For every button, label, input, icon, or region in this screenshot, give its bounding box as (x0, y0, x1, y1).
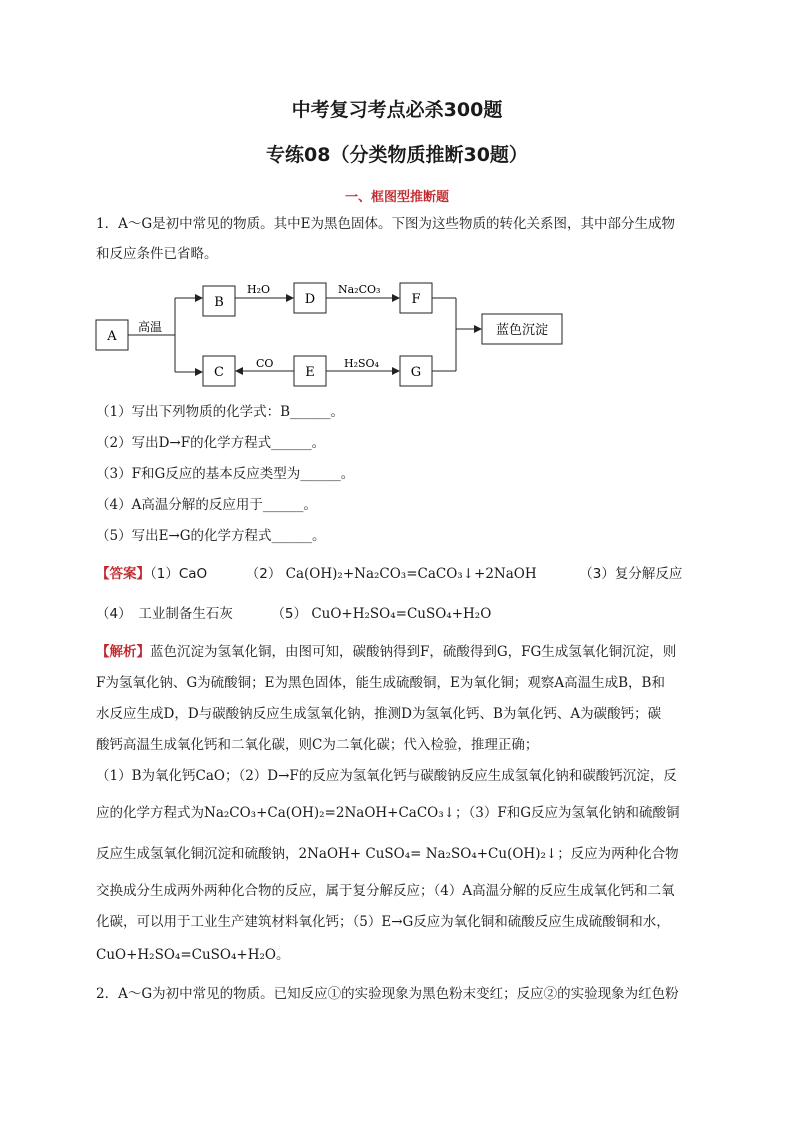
section-heading: 一、框图型推断题 (344, 190, 449, 205)
analysis-text-7b: ；反应为两种化合物 (557, 846, 679, 862)
na2co3-label: Na₂CO₃ (338, 283, 381, 296)
q1-stem-line2: 和反应条件已省略。 (96, 246, 218, 262)
answer-line1 (96, 564, 682, 584)
answer-3: （3）复分解反应 (579, 566, 683, 582)
h2o-label: H₂O (247, 283, 271, 296)
q1-stem-line1: 1．A～G是初中常见的物质。其中E为黑色固体。下图为这些物质的转化关系图，其中部分生成物 (96, 216, 675, 232)
co-label: CO (256, 357, 274, 370)
q1-sub3: （3）F和G反应的基本反应类型为______。 (96, 466, 355, 482)
analysis-line1 (96, 642, 676, 662)
page-title: 中考复习考点必杀300题 (291, 99, 503, 121)
node-a-label: A (107, 329, 117, 344)
answer-2-equation: Ca(OH)₂+Na₂CO₃=CaCO₃↓+2NaOH (285, 566, 537, 582)
q1-flow-diagram (90, 276, 580, 388)
heat-label: 高温 (138, 320, 163, 334)
analysis-line10 (96, 945, 289, 965)
node-g-label: G (410, 365, 422, 380)
analysis-equation-7: 2NaOH+ CuSO₄= Na₂SO₄+Cu(OH)₂↓ (298, 846, 558, 862)
analysis-text-6a: 应的化学方程式为 (96, 805, 204, 821)
answer-5-num: （5） (271, 606, 308, 622)
node-b-label: B (214, 295, 224, 310)
answer-line2 (96, 604, 491, 624)
q1-sub4: （4）A高温分解的反应用于______。 (96, 497, 317, 513)
q1-sub2: （2）写出D→F的化学方程式______。 (96, 435, 326, 451)
answer-4: （4） 工业制备生石灰 (96, 606, 233, 622)
analysis-line2: F为氢氧化钠、G为硫酸铜；E为黑色固体，能生成硫酸铜，E为氧化铜；观察A高温生成B，B和 (96, 675, 665, 691)
answer-5-equation: CuO+H₂SO₄=CuSO₄+H₂O (311, 606, 492, 622)
analysis-line5: （1）B为氧化钙CaO；（2）D→F的反应为氢氧化钙与碳酸钠反应生成氢氧化钠和碳酸钙沉淀，反 (96, 768, 677, 784)
q1-sub5: （5）写出E→G的化学方程式______。 (96, 528, 326, 544)
analysis-line8: 交换成分生成两外两种化合物的反应，属于复分解反应；（4）A高温分解的反应生成氧化钙和二氧 (96, 883, 675, 899)
analysis-text-7a: 反应生成氢氧化铜沉淀和硫酸钠， (96, 846, 299, 862)
q2-stem-line1: 2．A～G为初中常见的物质。已知反应①的实验现象为黑色粉末变红；反应②的实验现象为红色粉 (96, 986, 679, 1002)
analysis-equation-6: Na₂CO₃+Ca(OH)₂=2NaOH+CaCO₃↓ (204, 805, 455, 821)
h2so4-label: H₂SO₄ (344, 357, 379, 370)
node-f-label: F (411, 292, 421, 307)
answer-2-num: （2） (245, 566, 282, 582)
node-result-label: 蓝色沉淀 (495, 323, 549, 338)
analysis-line4: 酸钙高温生成氧化钙和二氧化碳，则C为二氧化碳；代入检验，推理正确； (96, 737, 539, 753)
analysis-text-10b: 。 (275, 947, 290, 963)
answer-tag: 【答案】 (96, 566, 150, 582)
analysis-text-6b: ；（3）F和G反应为氢氧化钠和硫酸铜 (454, 805, 680, 821)
analysis-line6 (96, 803, 679, 823)
answer-1: （1）CaO (150, 566, 208, 582)
analysis-line9: 化碳，可以用于工业生产建筑材料氧化钙；（5）E→G反应为氧化铜和硫酸反应生成硫酸铜和水， (96, 914, 670, 930)
node-d-label: D (304, 292, 316, 307)
analysis-line3: 水反应生成D，D与碳酸钠反应生成氢氧化钠，推测D为氢氧化钙、B为氧化钙、A为碳酸钙；碳 (96, 706, 662, 722)
analysis-tag: 【解析】 (96, 644, 150, 660)
analysis-text-1: 蓝色沉淀为氢氧化铜，由图可知，碳酸钠得到F，硫酸得到G，FG生成氢氧化铜沉淀，则 (150, 644, 677, 660)
page-subtitle: 专练08（分类物质推断30题） (266, 144, 528, 166)
node-e-label: E (305, 365, 315, 380)
analysis-line7 (96, 844, 679, 864)
analysis-equation-10: CuO+H₂SO₄=CuSO₄+H₂O (96, 947, 276, 963)
node-c-label: C (214, 365, 224, 380)
q1-sub1: （1）写出下列物质的化学式：B______。 (96, 404, 345, 420)
